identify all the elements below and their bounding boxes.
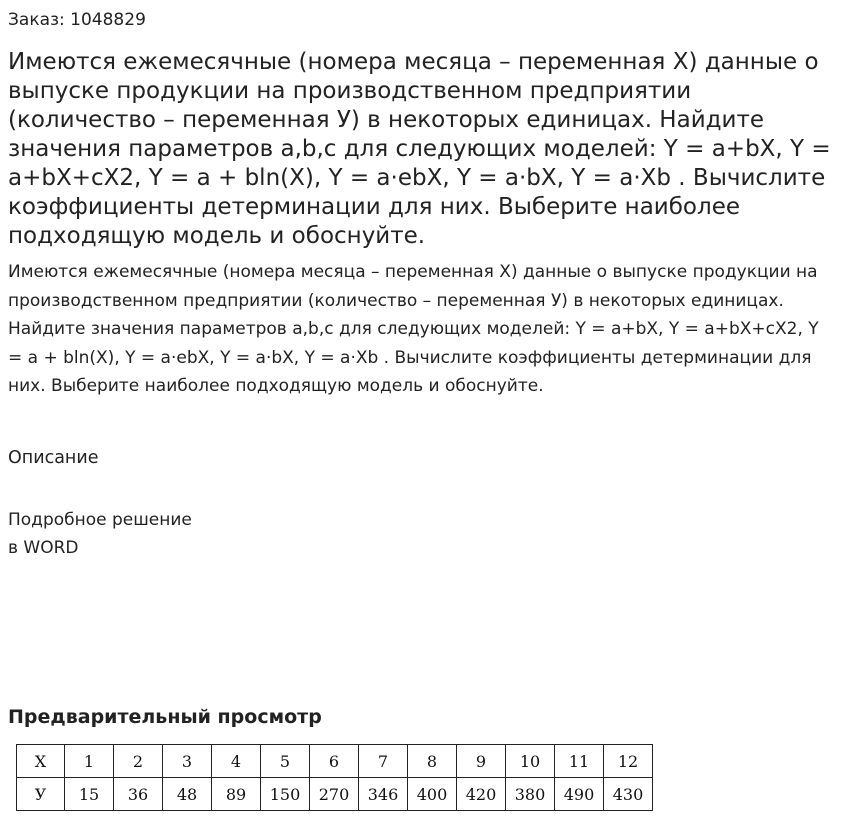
table-cell: 89 [212, 778, 261, 811]
table-cell: 12 [604, 745, 653, 778]
table-row-label: У [17, 778, 65, 811]
table-cell: 8 [408, 745, 457, 778]
task-body: Имеются ежемесячные (номера месяца – переменная Х) данные о выпуске продукции на производственном предприятии (количество – переменная У) в некоторых единицах. Найдите значения параметров a,b,c для следующих моделей: Y = a+bX, Y = a+bX+cX2, Y = a + bln(X), Y = a·ebX, Y = a·bX, Y = a·Xb . Вычислите коэффициенты детерминации для них. Выберите наиболее подходящую модель и обоснуйте. [8, 262, 819, 397]
table-cell: 48 [163, 778, 212, 811]
solution-note-line-1: Подробное решение [8, 510, 192, 530]
table-cell: 36 [114, 778, 163, 811]
table-cell: 150 [261, 778, 310, 811]
task-heading: Имеются ежемесячные (номера месяца – переменная Х) данные о выпуске продукции на производственном предприятии (количество – переменная У) в некоторых единицах. Найдите значения параметров a,b,c для следующих моделей: Y = a+bX, Y = a+bX+cX2, Y = a + bln(X), Y = a·ebX, Y = a·bX, Y = a·Xb . Вычислите коэффициенты детерминации для них. Выберите наиболее подходящую модель и обоснуйте. [8, 49, 831, 249]
table-cell: 4 [212, 745, 261, 778]
table-cell: 400 [408, 778, 457, 811]
table-cell: 15 [65, 778, 114, 811]
table-row-label: Х [17, 745, 65, 778]
table-cell: 380 [506, 778, 555, 811]
table-cell: 346 [359, 778, 408, 811]
table-cell: 1 [65, 745, 114, 778]
table-row-x [17, 745, 653, 778]
table-cell: 420 [457, 778, 506, 811]
solution-note [8, 506, 192, 562]
table-cell: 5 [261, 745, 310, 778]
table-cell: 430 [604, 778, 653, 811]
table-cell: 2 [114, 745, 163, 778]
table-cell: 10 [506, 745, 555, 778]
table-cell: 3 [163, 745, 212, 778]
table-cell: 11 [555, 745, 604, 778]
table-cell: 7 [359, 745, 408, 778]
description-label: Описание [8, 448, 99, 468]
table-cell: 490 [555, 778, 604, 811]
order-number: Заказ: 1048829 [8, 10, 146, 30]
solution-note-line-2: в WORD [8, 538, 79, 558]
preview-title: Предварительный просмотр [8, 706, 322, 728]
table-row-y [17, 778, 653, 811]
table-cell: 9 [457, 745, 506, 778]
table-cell: 6 [310, 745, 359, 778]
data-table [16, 744, 653, 811]
table-cell: 270 [310, 778, 359, 811]
